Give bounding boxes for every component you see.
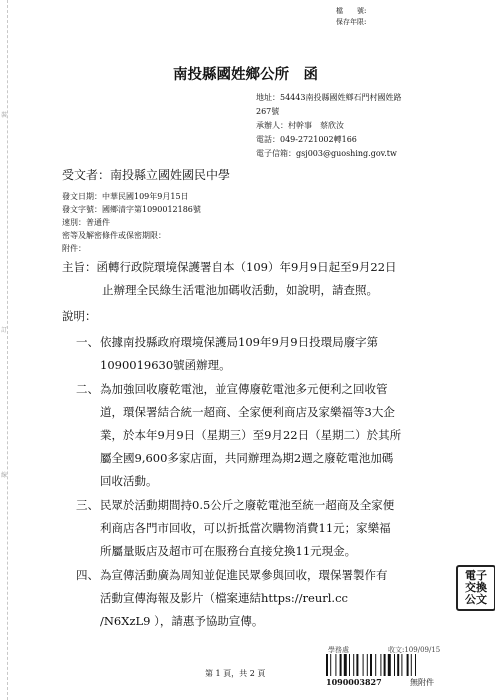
binding-mark-top: 裝: [1, 112, 8, 119]
barcode-bar: [363, 654, 364, 676]
item-number: 三、: [76, 498, 99, 512]
item-line: 回收活動。: [100, 474, 158, 488]
barcode-bar: [356, 654, 358, 676]
explanation-label: 說明：: [62, 309, 97, 323]
barcode-bar: [397, 654, 399, 676]
receiving-date: 收文:109/09/15: [388, 646, 441, 654]
barcode-bar: [349, 654, 350, 676]
item-line: 活動宣傳海報及影片（檔案連結https://reurl.cc: [100, 591, 348, 605]
file-no-label: 檔 號:: [336, 7, 367, 15]
barcode-bar: [388, 654, 391, 676]
barcode-bar: [367, 654, 368, 676]
barcode-bar: [344, 654, 347, 676]
barcode-bar: [370, 654, 372, 676]
barcode-bar: [340, 654, 342, 676]
barcode-number: 1090003827: [326, 677, 382, 687]
item-line: 利商店各門市回收，可以折抵當次購物消費11元；家樂福: [100, 521, 391, 535]
barcode-bar: [394, 654, 395, 676]
barcode-bar: [415, 654, 416, 676]
agency-title: 南投縣國姓鄉公所 函: [173, 66, 318, 83]
barcode-bar: [335, 654, 336, 676]
barcode-bar: [380, 654, 381, 676]
speed: 速別：普通件: [62, 218, 110, 227]
attachment-flag: 無附件: [410, 678, 434, 687]
item-line: 依據南投縣政府環境保護局109年9月9日投環局廢字第: [100, 335, 379, 349]
item-line: 1090019630號函辦理。: [100, 358, 231, 372]
barcode-image: [326, 654, 446, 676]
barcode-bar: [330, 654, 331, 676]
item-number: 四、: [76, 568, 99, 582]
issue-date: 發文日期：中華民國109年9月15日: [62, 192, 189, 201]
item-line: 為加強回收廢乾電池，並宣傳廢乾電池多元便利之回收管: [100, 382, 388, 396]
recipient: 受文者：南投縣立國姓國民中學: [62, 168, 231, 182]
item-line: 為宣傳活動廣為周知並促進民眾參與回收，環保署製作有: [100, 568, 388, 582]
retention-label: 保存年限:: [336, 18, 367, 26]
subject-line-2: 止辦理全民綠生活電池加碼收活動，如說明，請查照。: [102, 283, 378, 297]
address-cont: 267號: [256, 107, 280, 116]
item-line: 業，於本年9月9日（星期三）至9月22日（星期二）於其所: [100, 428, 402, 442]
secrecy: 密等及解密條件或保密期限：: [62, 231, 166, 240]
phone: 電話：049-2721002轉166: [256, 135, 357, 144]
page-number: 第 1 頁，共 2 頁: [205, 669, 266, 678]
item-number: 一、: [76, 335, 99, 349]
attachment: 附件：: [62, 244, 86, 253]
binding-line: [7, 0, 8, 700]
contact-person: 承辦人：村幹事 蔡欣汝: [256, 121, 344, 130]
subject-line-1: 主旨：函轉行政院環境保護署自本（109）年9月9日起至9月22日: [62, 260, 397, 274]
barcode-bar: [326, 654, 328, 676]
doc-number: 發文字號：國鄉清字第1090012186號: [62, 205, 201, 214]
address: 地址：54443南投縣國姓鄉石門村國姓路: [256, 93, 402, 102]
barcode-bar: [411, 654, 412, 676]
barcode-bar: [401, 654, 402, 676]
binding-mark-middle: 訂: [1, 327, 8, 334]
barcode-bar: [384, 654, 386, 676]
binding-mark-bottom: 線: [1, 472, 8, 479]
barcode-bar: [353, 654, 354, 676]
barcode-bar: [407, 654, 409, 676]
item-line: /N6XzL9 ），請惠予協助宣傳。: [100, 614, 264, 628]
item-line: 道，環保署結合統一超商、全家便利商店及家樂福等3大企: [100, 405, 395, 419]
email: 電子信箱：gsj003@guoshing.gov.tw: [256, 149, 397, 158]
seal-text: 電子交換公文: [465, 569, 487, 606]
barcode-bar: [375, 654, 376, 676]
item-line: 屬全國9,600多家店面，共同辦理為期2週之廢乾電池加碼: [100, 451, 394, 465]
electronic-exchange-seal: [456, 565, 495, 611]
item-line: 所屬量販店及超市可在服務台直接兌換11元現金。: [100, 544, 357, 558]
item-number: 二、: [76, 382, 99, 396]
item-line: 民眾於活動期間持0.5公斤之廢乾電池至統一超商及全家便: [100, 498, 395, 512]
receiving-unit: 學務處: [328, 646, 349, 654]
